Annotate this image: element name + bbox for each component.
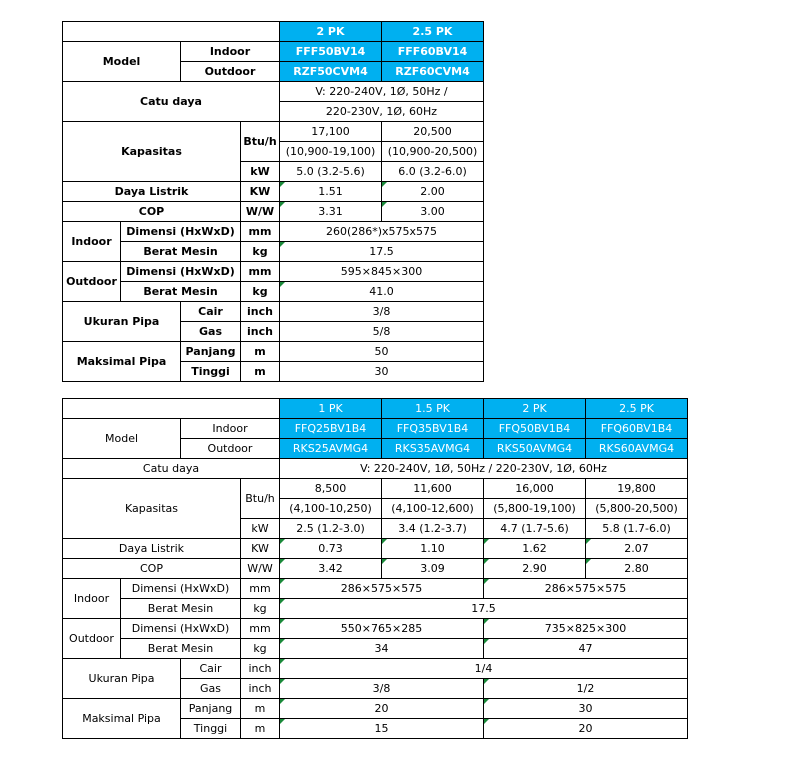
- unit-label: inch: [241, 322, 280, 342]
- daya-value: 1.62: [484, 539, 586, 559]
- panjang-label: Panjang: [181, 342, 241, 362]
- btuh-range: (5,800-20,500): [586, 499, 688, 519]
- gas-label: Gas: [181, 679, 241, 699]
- cop-value: 3.00: [382, 202, 484, 222]
- btuh-range: (4,100-10,250): [280, 499, 382, 519]
- cop-label: COP: [63, 559, 241, 579]
- outdoor-model: RKS50AVMG4: [484, 439, 586, 459]
- panjang-value: 50: [280, 342, 484, 362]
- unit-label: kg: [241, 282, 280, 302]
- model-label: Model: [63, 42, 181, 82]
- daya-label: Daya Listrik: [63, 539, 241, 559]
- unit-label: kg: [241, 599, 280, 619]
- daya-row: [63, 539, 688, 559]
- outdoor-dimensi-row: [63, 262, 484, 282]
- indoor-label: Indoor: [181, 42, 280, 62]
- cair-value: 3/8: [280, 302, 484, 322]
- unit-label: mm: [241, 262, 280, 282]
- btuh-range: (4,100-12,600): [382, 499, 484, 519]
- unit-label: m: [241, 362, 280, 382]
- gas-value: 5/8: [280, 322, 484, 342]
- panjang-row: [63, 342, 484, 362]
- kw-value: 2.5 (1.2-3.0): [280, 519, 382, 539]
- tinggi-label: Tinggi: [181, 362, 241, 382]
- cair-row: [63, 302, 484, 322]
- outdoor-label: Outdoor: [181, 62, 280, 82]
- unit-label: m: [241, 342, 280, 362]
- daya-label: Daya Listrik: [63, 182, 241, 202]
- unit-label: kg: [241, 639, 280, 659]
- indoor-model: FFF60BV14: [382, 42, 484, 62]
- ukuran-label: Ukuran Pipa: [63, 302, 181, 342]
- daya-value: 1.51: [280, 182, 382, 202]
- indoor-model: FFQ50BV1B4: [484, 419, 586, 439]
- pk-header: 2.5 PK: [586, 399, 688, 419]
- catu-label: Catu daya: [63, 459, 280, 479]
- btuh-value: 8,500: [280, 479, 382, 499]
- cop-value: 3.09: [382, 559, 484, 579]
- pk-header: 1.5 PK: [382, 399, 484, 419]
- dimensi-label: Dimensi (HxWxD): [121, 222, 241, 242]
- unit-label: Btu/h: [241, 122, 280, 162]
- outdoor-group-label: Outdoor: [63, 619, 121, 659]
- btuh-value: 20,500: [382, 122, 484, 142]
- cop-row: [63, 559, 688, 579]
- indoor-group-label: Indoor: [63, 579, 121, 619]
- outdoor-label: Outdoor: [181, 439, 280, 459]
- pk-header-row: [63, 22, 484, 42]
- indoor-dimensi-value: 260(286*)x575x575: [280, 222, 484, 242]
- daya-value: 0.73: [280, 539, 382, 559]
- indoor-model: FFQ60BV1B4: [586, 419, 688, 439]
- cop-value: 3.42: [280, 559, 382, 579]
- panjang-label: Panjang: [181, 699, 241, 719]
- cop-row: [63, 202, 484, 222]
- indoor-dimensi-value: 286×575×575: [484, 579, 688, 599]
- catu-value: 220-230V, 1Ø, 60Hz: [280, 102, 484, 122]
- btuh-range: (10,900-20,500): [382, 142, 484, 162]
- outdoor-berat-value: 47: [484, 639, 688, 659]
- indoor-berat-row: [63, 242, 484, 262]
- indoor-model: FFF50BV14: [280, 42, 382, 62]
- maks-label: Maksimal Pipa: [63, 699, 181, 739]
- cair-label: Cair: [181, 302, 241, 322]
- btuh-range: (5,800-19,100): [484, 499, 586, 519]
- outdoor-dimensi-value: 595×845×300: [280, 262, 484, 282]
- catu-label: Catu daya: [63, 82, 280, 122]
- daya-value: 2.00: [382, 182, 484, 202]
- panjang-row: [63, 699, 688, 719]
- indoor-dimensi-row: [63, 222, 484, 242]
- kw-value: 4.7 (1.7-5.6): [484, 519, 586, 539]
- outdoor-dimensi-row: [63, 619, 688, 639]
- cop-value: 2.80: [586, 559, 688, 579]
- outdoor-dimensi-value: 735×825×300: [484, 619, 688, 639]
- outdoor-model: RKS35AVMG4: [382, 439, 484, 459]
- btuh-value: 16,000: [484, 479, 586, 499]
- kw-value: 6.0 (3.2-6.0): [382, 162, 484, 182]
- cop-label: COP: [63, 202, 241, 222]
- unit-label: inch: [241, 679, 280, 699]
- unit-label: KW: [241, 539, 280, 559]
- pk-header: 1 PK: [280, 399, 382, 419]
- pk-header: 2 PK: [280, 22, 382, 42]
- tinggi-value: 15: [280, 719, 484, 739]
- outdoor-model: RZF60CVM4: [382, 62, 484, 82]
- outdoor-group-label: Outdoor: [63, 262, 121, 302]
- header-blank-cell: [63, 399, 280, 419]
- berat-label: Berat Mesin: [121, 639, 241, 659]
- kw-value: 5.0 (3.2-5.6): [280, 162, 382, 182]
- catu-value: V: 220-240V, 1Ø, 50Hz / 220-230V, 1Ø, 60Hz: [280, 459, 688, 479]
- kapasitas-label: Kapasitas: [63, 479, 241, 539]
- gas-value: 3/8: [280, 679, 484, 699]
- gas-label: Gas: [181, 322, 241, 342]
- indoor-model: FFQ25BV1B4: [280, 419, 382, 439]
- kapasitas-row: [63, 122, 484, 142]
- indoor-group-label: Indoor: [63, 222, 121, 262]
- cop-value: 3.31: [280, 202, 382, 222]
- indoor-label: Indoor: [181, 419, 280, 439]
- kw-value: 5.8 (1.7-6.0): [586, 519, 688, 539]
- catu-row: [63, 82, 484, 102]
- panjang-value: 20: [280, 699, 484, 719]
- unit-label: inch: [241, 302, 280, 322]
- cair-value: 1/4: [280, 659, 688, 679]
- btuh-value: 19,800: [586, 479, 688, 499]
- spec-table-fff: [62, 21, 484, 382]
- tinggi-value: 20: [484, 719, 688, 739]
- cop-value: 2.90: [484, 559, 586, 579]
- pk-header-row: [63, 399, 688, 419]
- panjang-value: 30: [484, 699, 688, 719]
- model-label: Model: [63, 419, 181, 459]
- indoor-dimensi-value: 286×575×575: [280, 579, 484, 599]
- btuh-value: 11,600: [382, 479, 484, 499]
- dimensi-label: Dimensi (HxWxD): [121, 619, 241, 639]
- tinggi-label: Tinggi: [181, 719, 241, 739]
- cair-row: [63, 659, 688, 679]
- unit-label: mm: [241, 222, 280, 242]
- unit-label: mm: [241, 579, 280, 599]
- btuh-range: (10,900-19,100): [280, 142, 382, 162]
- unit-label: m: [241, 719, 280, 739]
- btuh-value: 17,100: [280, 122, 382, 142]
- indoor-model-row: [63, 419, 688, 439]
- unit-label: KW: [241, 182, 280, 202]
- outdoor-berat-row: [63, 639, 688, 659]
- berat-label: Berat Mesin: [121, 282, 241, 302]
- spec-table-ffq: [62, 398, 688, 739]
- daya-value: 1.10: [382, 539, 484, 559]
- ukuran-label: Ukuran Pipa: [63, 659, 181, 699]
- cair-label: Cair: [181, 659, 241, 679]
- indoor-berat-row: [63, 599, 688, 619]
- kw-value: 3.4 (1.2-3.7): [382, 519, 484, 539]
- gas-value: 1/2: [484, 679, 688, 699]
- unit-label: inch: [241, 659, 280, 679]
- pk-header: 2 PK: [484, 399, 586, 419]
- unit-label: m: [241, 699, 280, 719]
- unit-label: W/W: [241, 202, 280, 222]
- outdoor-model: RKS60AVMG4: [586, 439, 688, 459]
- pk-header: 2.5 PK: [382, 22, 484, 42]
- indoor-berat-value: 17.5: [280, 242, 484, 262]
- tinggi-value: 30: [280, 362, 484, 382]
- unit-label: mm: [241, 619, 280, 639]
- outdoor-berat-row: [63, 282, 484, 302]
- unit-label: kg: [241, 242, 280, 262]
- catu-row: [63, 459, 688, 479]
- catu-value: V: 220-240V, 1Ø, 50Hz /: [280, 82, 484, 102]
- unit-label: kW: [241, 162, 280, 182]
- daya-value: 2.07: [586, 539, 688, 559]
- daya-row: [63, 182, 484, 202]
- kapasitas-row: [63, 479, 688, 499]
- outdoor-dimensi-value: 550×765×285: [280, 619, 484, 639]
- unit-label: Btu/h: [241, 479, 280, 519]
- header-blank-cell: [63, 22, 280, 42]
- outdoor-berat-value: 34: [280, 639, 484, 659]
- indoor-model: FFQ35BV1B4: [382, 419, 484, 439]
- kapasitas-label: Kapasitas: [63, 122, 241, 182]
- outdoor-model: RKS25AVMG4: [280, 439, 382, 459]
- indoor-dimensi-row: [63, 579, 688, 599]
- outdoor-berat-value: 41.0: [280, 282, 484, 302]
- maks-label: Maksimal Pipa: [63, 342, 181, 382]
- berat-label: Berat Mesin: [121, 242, 241, 262]
- unit-label: kW: [241, 519, 280, 539]
- dimensi-label: Dimensi (HxWxD): [121, 262, 241, 282]
- indoor-model-row: [63, 42, 484, 62]
- indoor-berat-value: 17.5: [280, 599, 688, 619]
- berat-label: Berat Mesin: [121, 599, 241, 619]
- outdoor-model: RZF50CVM4: [280, 62, 382, 82]
- dimensi-label: Dimensi (HxWxD): [121, 579, 241, 599]
- unit-label: W/W: [241, 559, 280, 579]
